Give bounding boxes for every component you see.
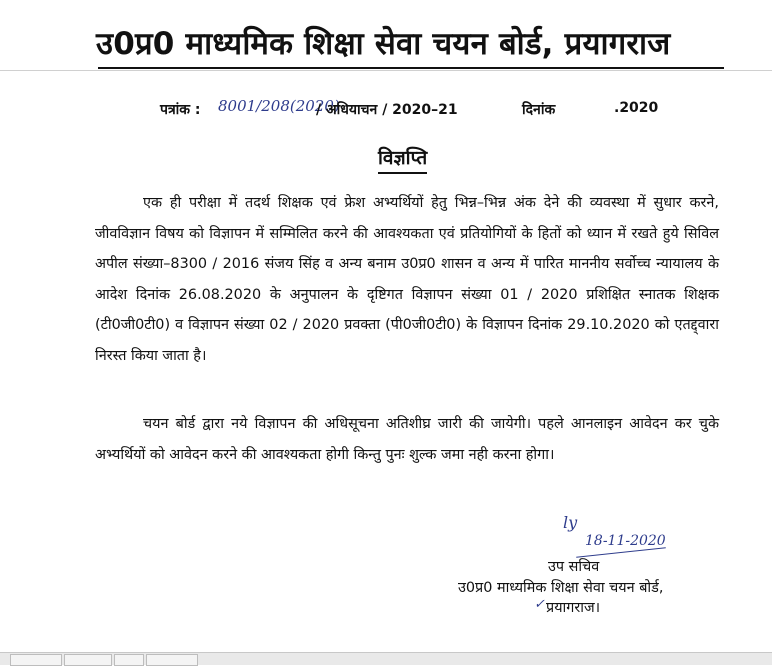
handwritten-signature-date: 18-11-2020 <box>585 533 666 549</box>
signatory-office: उ0प्र0 माध्यमिक शिक्षा सेवा चयन बोर्ड, <box>458 580 664 596</box>
board-title: उ0प्र0 माध्यमिक शिक्षा सेवा चयन बोर्ड, प्रयागराज <box>96 26 671 62</box>
taskbar-item[interactable] <box>114 654 144 666</box>
signatory-city: प्रयागराज। <box>546 600 601 616</box>
notice-heading: विज्ञप्ति <box>378 145 427 174</box>
date-year: .2020 <box>614 100 659 116</box>
signatory-title: उप सचिव <box>548 559 600 575</box>
taskbar-item[interactable] <box>64 654 112 666</box>
taskbar-item[interactable] <box>146 654 198 666</box>
taskbar-item[interactable] <box>10 654 62 666</box>
document-header <box>96 22 726 66</box>
handwritten-initial: ly <box>563 513 578 532</box>
date-label: दिनांक <box>522 102 556 118</box>
reference-label: पत्रांक : <box>160 102 201 118</box>
reference-suffix: / अधियाचन / 2020–21 <box>316 102 458 118</box>
notice-paragraph-2: चयन बोर्ड द्वारा नये विज्ञापन की अधिसूचना अतिशीघ्र जारी की जायेगी। पहले आनलाइन आवेदन कर चुके अभ्यर्थियों को आवेदन करने की आवश्यकता होगी किन्तु पुनः शुल्क जमा नही करना होगा। <box>95 416 719 463</box>
header-underline <box>98 67 724 69</box>
reference-line <box>0 97 772 124</box>
page-divider <box>0 70 772 71</box>
edge-artifact <box>764 592 770 608</box>
handwritten-reference-number: 8001/208(2020) <box>218 97 340 115</box>
notice-paragraph-1: एक ही परीक्षा में तदर्थ शिक्षक एवं फ्रेश अभ्यर्थियों हेतु भिन्न–भिन्न अंक देने की व्यवस्था में सुधार करने, जीवविज्ञान विषय को विज्ञापन में सम्मिलित करने की आवश्यकता एवं प्रतियोगियों के हितों को ध्यान में रखते हुये सिविल अपील संख्या–8300 / 2016 संजय सिंह व अन्य बनाम उ0प्र0 शासन व अन्य में पारित माननीय सर्वोच्च न्यायालय के आदेश दिनांक 26.08.2020 के अनुपालन के दृष्टिगत विज्ञापन संख्या 01 / 2020 प्रशिक्षित स्नातक शिक्षक (टी0जी0टी0) व विज्ञापन संख्या 02 / 2020 प्रवक्ता (पी0जी0टी0) के विज्ञापन दिनांक 29.10.2020 को एतद्द्वारा निरस्त किया जाता है। <box>95 195 719 364</box>
signature-pen-mark: ✓ <box>534 597 545 612</box>
